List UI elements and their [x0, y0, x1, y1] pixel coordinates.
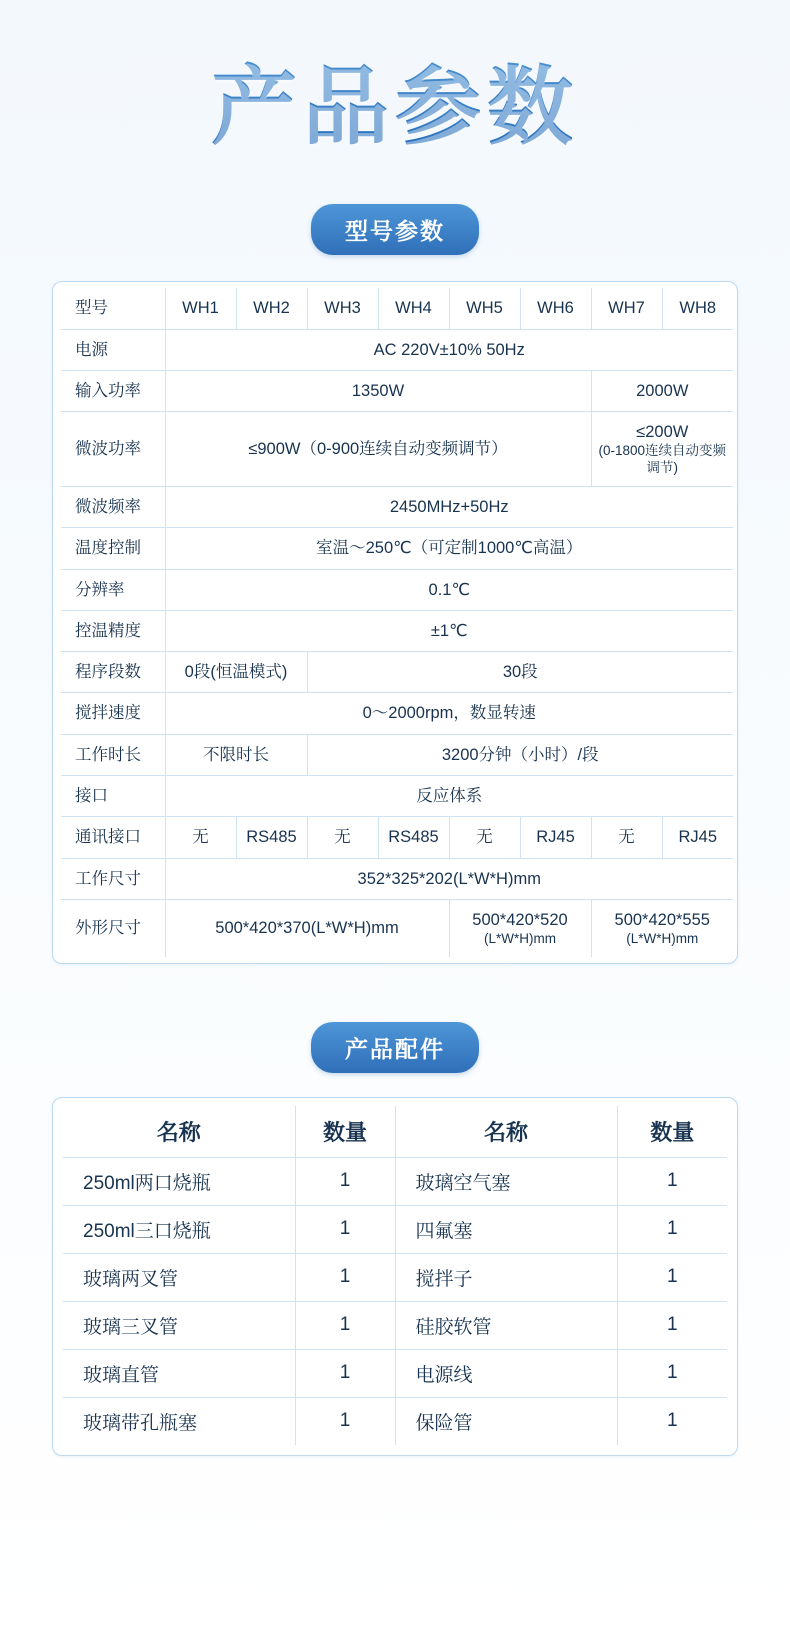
acc-name-left: 玻璃带孔瓶塞	[63, 1397, 295, 1445]
spec-heading-wrap	[0, 152, 790, 255]
row-label-microwave-frequency: 微波频率	[61, 487, 165, 528]
table-row	[63, 1253, 727, 1301]
table-header-row	[63, 1106, 727, 1158]
accessory-table	[63, 1106, 727, 1445]
model-wh4: WH4	[378, 288, 449, 329]
table-row	[61, 652, 733, 693]
row-value-microwave-power-b	[591, 412, 733, 487]
comm-wh7: 无	[591, 817, 662, 858]
acc-name-left: 玻璃两叉管	[63, 1253, 295, 1301]
acc-name-left: 250ml三口烧瓶	[63, 1205, 295, 1253]
acc-qty-left: 1	[295, 1157, 395, 1205]
row-label-temperature-control: 温度控制	[61, 528, 165, 569]
acc-header-name-left: 名称	[63, 1106, 295, 1158]
acc-name-right: 玻璃空气塞	[395, 1157, 617, 1205]
row-value-resolution: 0.1℃	[165, 569, 733, 610]
table-row	[61, 370, 733, 411]
acc-header-qty-right: 数量	[617, 1106, 727, 1158]
row-value-temperature-control: 室温～250℃（可定制1000℃高温）	[165, 528, 733, 569]
acc-name-right: 硅胶软管	[395, 1301, 617, 1349]
page-title: 产品参数	[0, 0, 790, 152]
row-value-input-power-a: 1350W	[165, 370, 591, 411]
table-row	[63, 1205, 727, 1253]
model-wh8: WH8	[662, 288, 733, 329]
model-wh1: WH1	[165, 288, 236, 329]
acc-qty-left: 1	[295, 1253, 395, 1301]
row-value-temp-accuracy: ±1℃	[165, 610, 733, 651]
acc-qty-right: 1	[617, 1301, 727, 1349]
row-value-program-segments-b: 30段	[307, 652, 733, 693]
row-label-interface: 接口	[61, 775, 165, 816]
row-label-temp-accuracy: 控温精度	[61, 610, 165, 651]
acc-name-right: 四氟塞	[395, 1205, 617, 1253]
row-label-power-supply: 电源	[61, 329, 165, 370]
row-value-input-power-b: 2000W	[591, 370, 733, 411]
row-value-work-time-a: 不限时长	[165, 734, 307, 775]
row-value-outer-size-c	[591, 899, 733, 957]
acc-name-left: 250ml两口烧瓶	[63, 1157, 295, 1205]
acc-qty-right: 1	[617, 1349, 727, 1397]
table-row	[61, 858, 733, 899]
outer-size-c-sub: (L*W*H)mm	[626, 931, 699, 947]
acc-qty-right: 1	[666, 1410, 678, 1432]
model-wh7: WH7	[591, 288, 662, 329]
row-label-input-power: 输入功率	[61, 370, 165, 411]
row-value-microwave-power-a: ≤900W（0-900连续自动变频调节）	[165, 412, 591, 487]
row-value-outer-size-b	[449, 899, 591, 957]
acc-name-right: 电源线	[395, 1349, 617, 1397]
table-row	[61, 487, 733, 528]
acc-qty-left: 1	[295, 1301, 395, 1349]
row-value-power-supply: AC 220V±10% 50Hz	[165, 329, 733, 370]
model-wh2: WH2	[236, 288, 307, 329]
table-row	[61, 329, 733, 370]
comm-wh2: RS485	[236, 817, 307, 858]
acc-qty-right: 1	[617, 1205, 727, 1253]
acc-name-right: 搅拌子	[395, 1253, 617, 1301]
acc-name-left: 玻璃三叉管	[63, 1301, 295, 1349]
outer-size-c-main: 500*420*555	[614, 910, 710, 929]
acc-qty-left: 1	[295, 1205, 395, 1253]
comm-wh5: 无	[449, 817, 520, 858]
table-row	[61, 528, 733, 569]
table-row	[63, 1301, 727, 1349]
acc-header-qty-left: 数量	[295, 1106, 395, 1158]
table-row	[61, 734, 733, 775]
table-row	[61, 899, 733, 957]
microwave-power-b-sub: (0-1800连续自动变频调节)	[598, 443, 727, 476]
row-value-work-size: 352*325*202(L*W*H)mm	[165, 858, 733, 899]
table-row	[63, 1157, 727, 1205]
row-label-stir-speed: 搅拌速度	[61, 693, 165, 734]
comm-wh6: RJ45	[520, 817, 591, 858]
table-row	[61, 610, 733, 651]
table-row	[61, 775, 733, 816]
accessory-table-card	[52, 1097, 738, 1456]
row-label-work-size: 工作尺寸	[61, 858, 165, 899]
comm-wh1: 无	[165, 817, 236, 858]
row-value-work-time-b: 3200分钟（小时）/段	[307, 734, 733, 775]
row-value-stir-speed: 0～2000rpm，数显转速	[165, 693, 733, 734]
model-wh3: WH3	[307, 288, 378, 329]
spec-table-card	[52, 281, 738, 964]
row-value-interface: 反应体系	[165, 775, 733, 816]
spec-section-heading: 型号参数	[311, 204, 479, 255]
accessory-section-heading: 产品配件	[311, 1022, 479, 1073]
acc-qty-left: 1	[295, 1349, 395, 1397]
row-label-outer-size: 外形尺寸	[61, 899, 165, 957]
table-row	[61, 288, 733, 329]
row-label-program-segments: 程序段数	[61, 652, 165, 693]
bottom-spacer	[0, 1456, 790, 1548]
spec-table	[61, 288, 733, 957]
model-wh6: WH6	[520, 288, 591, 329]
acc-name-left: 玻璃直管	[63, 1349, 295, 1397]
outer-size-b-sub: (L*W*H)mm	[484, 931, 556, 947]
acc-qty-right: 1	[617, 1157, 727, 1205]
table-row	[61, 569, 733, 610]
accessory-heading-wrap	[0, 964, 790, 1073]
table-row	[63, 1397, 727, 1445]
row-label-model: 型号	[61, 288, 165, 329]
row-value-microwave-frequency: 2450MHz+50Hz	[165, 487, 733, 528]
row-label-resolution: 分辨率	[61, 569, 165, 610]
table-row	[61, 817, 733, 858]
table-row	[61, 412, 733, 487]
row-label-comm-interface: 通讯接口	[61, 817, 165, 858]
outer-size-b-main: 500*420*520	[472, 910, 568, 929]
row-label-microwave-power: 微波功率	[61, 412, 165, 487]
acc-qty-right: 1	[617, 1253, 727, 1301]
table-row	[61, 693, 733, 734]
comm-wh4: RS485	[378, 817, 449, 858]
model-wh5: WH5	[449, 288, 520, 329]
acc-qty-left: 1	[295, 1397, 395, 1445]
comm-wh8: RJ45	[662, 817, 733, 858]
table-row	[63, 1349, 727, 1397]
row-value-program-segments-a: 0段(恒温模式)	[165, 652, 307, 693]
acc-name-right: 保险管	[395, 1397, 617, 1445]
acc-header-name-right: 名称	[395, 1106, 617, 1158]
row-value-outer-size-a: 500*420*370(L*W*H)mm	[165, 899, 449, 957]
row-label-work-time: 工作时长	[61, 734, 165, 775]
comm-wh3: 无	[307, 817, 378, 858]
microwave-power-b-main: ≤200W	[636, 423, 689, 442]
